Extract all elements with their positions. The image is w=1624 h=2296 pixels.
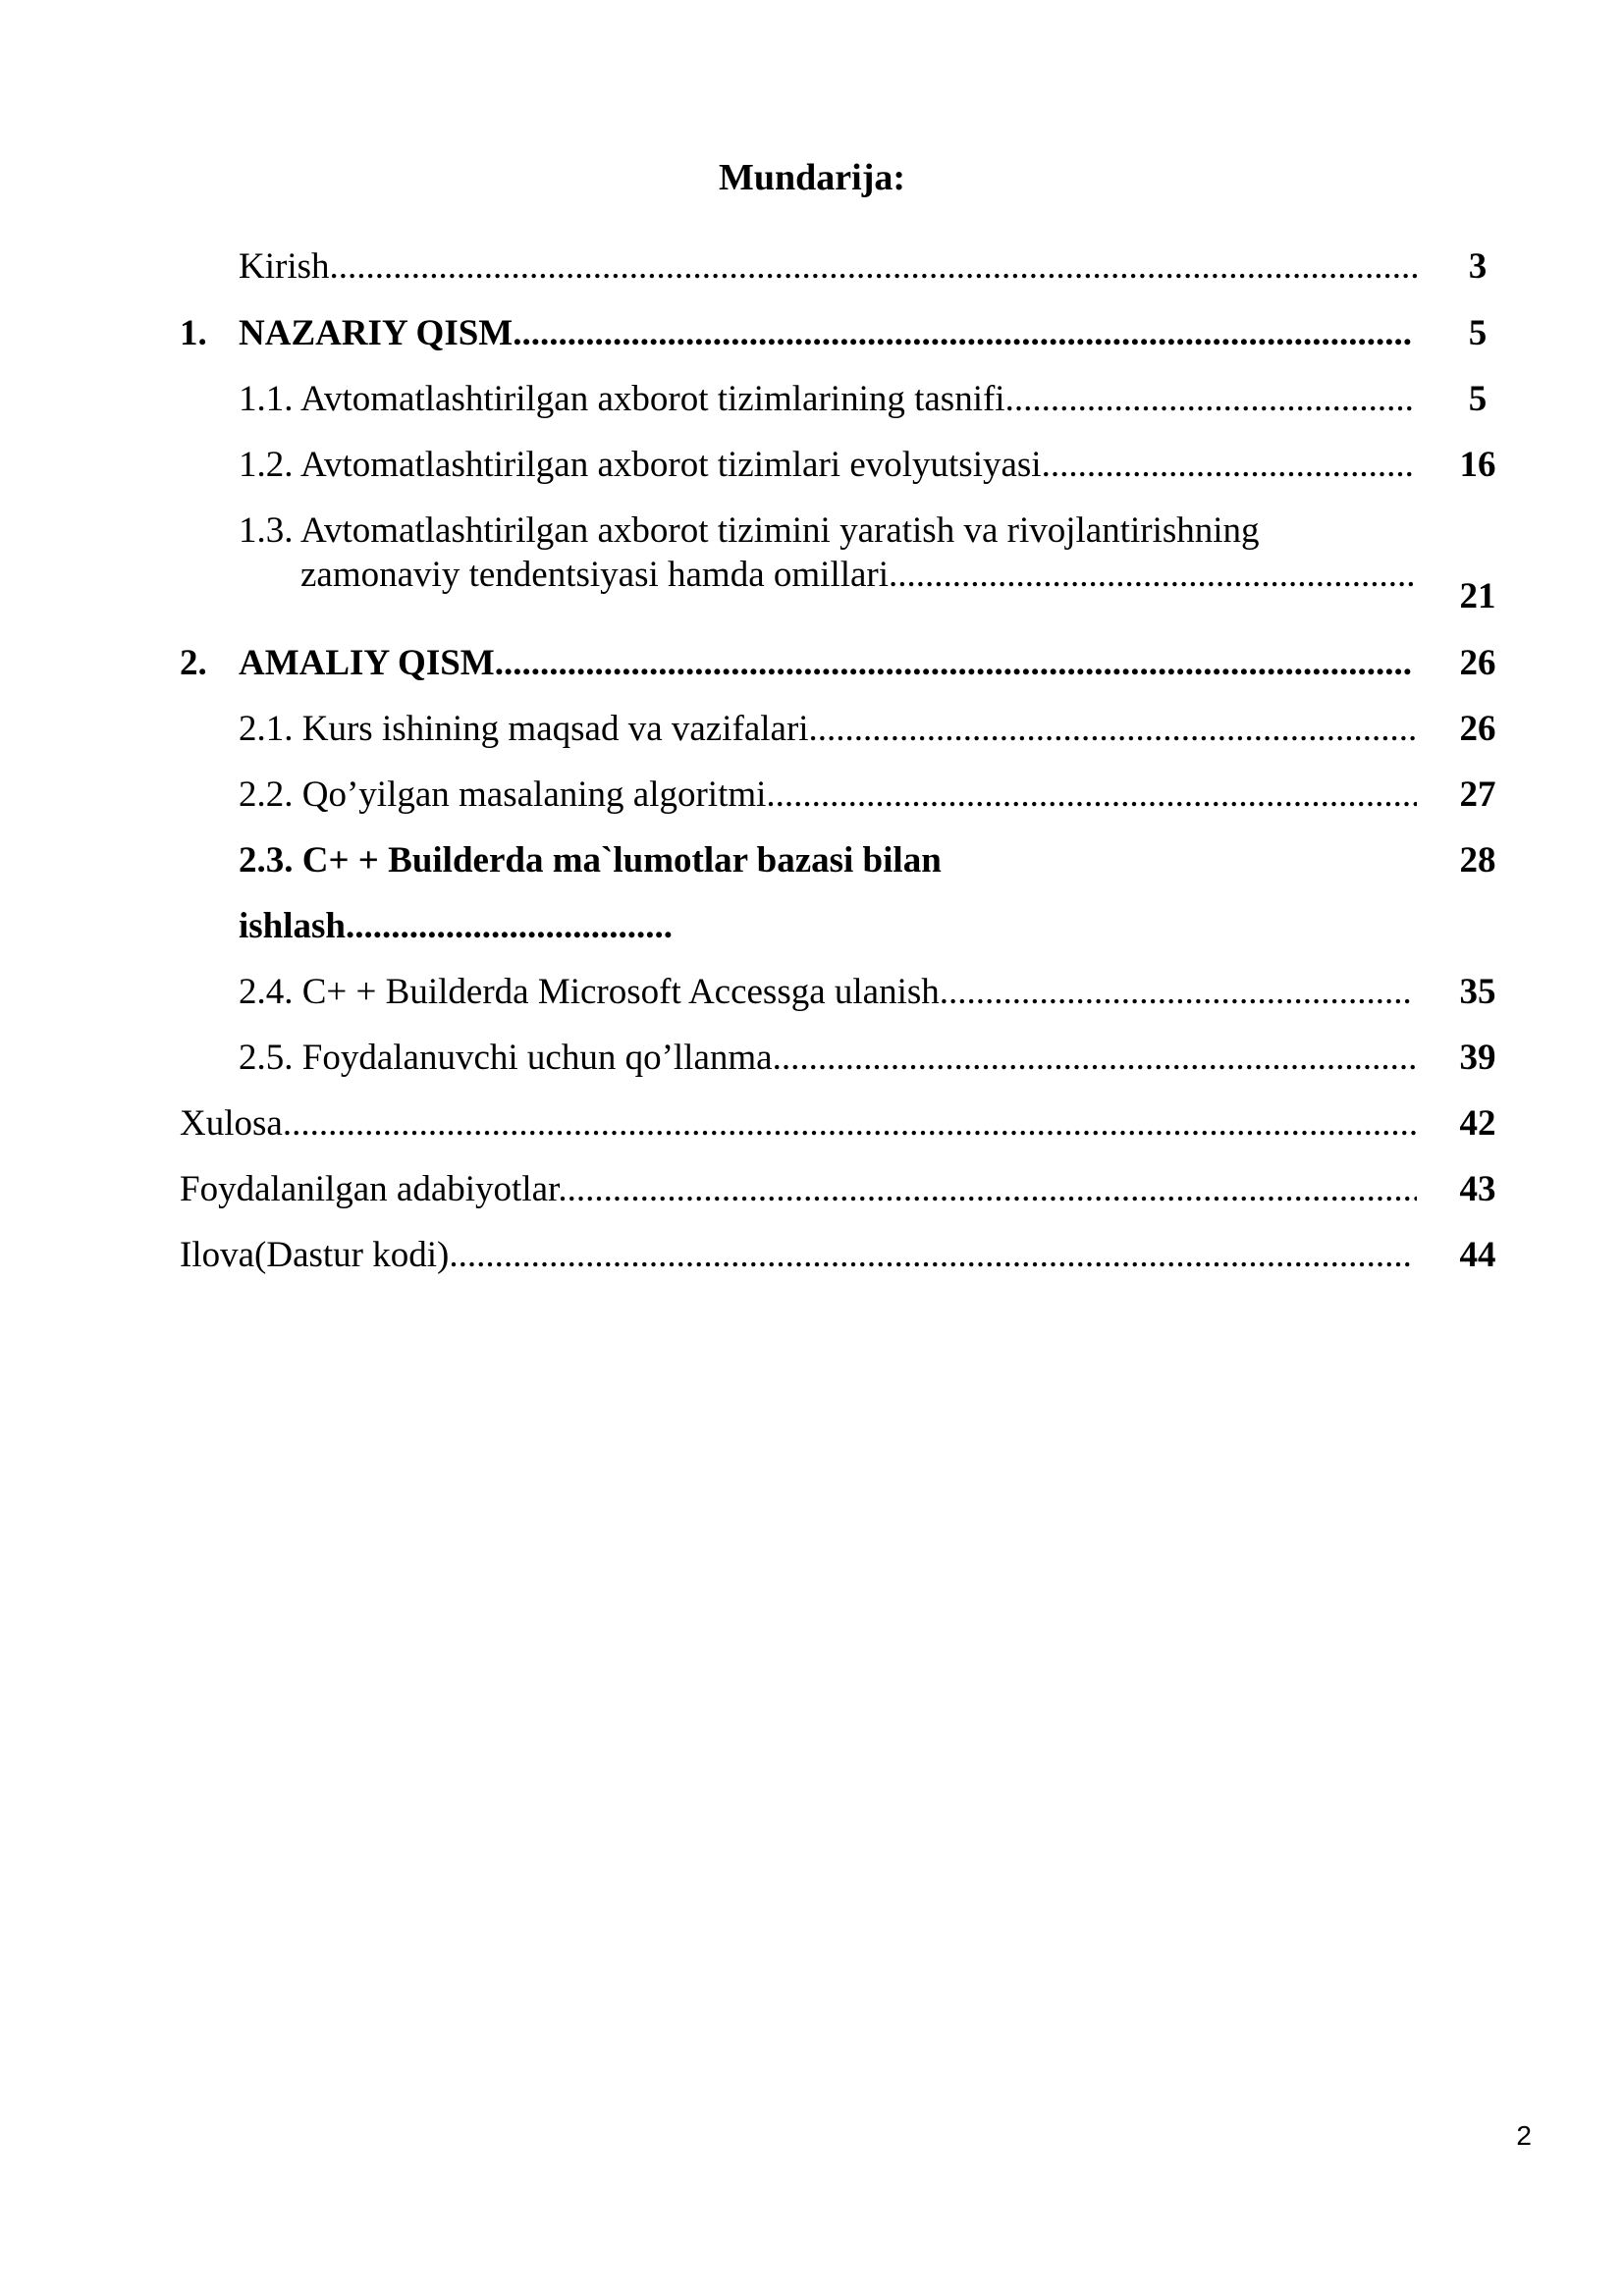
toc-entry-page: 16 [1459, 445, 1496, 485]
toc-entry-page: 28 [1459, 840, 1496, 881]
toc-entry-page: 26 [1459, 709, 1496, 749]
toc-entry-page: 44 [1459, 1235, 1496, 1275]
toc-entry-label-line1: Avtomatlashtirilgan axborot tizimini yaratish va rivojlantirishning [300, 510, 1260, 551]
toc-entry-page: 21 [1459, 576, 1496, 616]
toc-entry-label: 2.2. Qo’yilgan masalaning algoritmi ..... [239, 770, 1417, 821]
toc-entry-amaliy-qism [0, 638, 1624, 689]
toc-entry-2-3 [0, 835, 1624, 886]
toc-entry-label-line1: 2.3. C+ + Builderda ma`lumotlar bazasi bilan [239, 840, 942, 881]
toc-entry-number: 1.2. [239, 445, 294, 485]
toc-entry-number: 1. [180, 313, 207, 353]
toc-entry-label: Ilova(Dastur kodi) ..... [180, 1230, 1413, 1281]
toc-entry-page: 3 [1468, 246, 1488, 287]
toc-entry-label: 2.5. Foydalanuvchi uchun qo’llanma ..... [239, 1033, 1417, 1084]
toc-entry-kirish [0, 241, 1624, 293]
toc-entry-nazariy-qism [0, 308, 1624, 359]
toc-entry-1-1 [0, 374, 1624, 425]
toc-title: Mundarija: [719, 157, 905, 198]
toc-entry-label-line2: ishlash.................................... [239, 906, 674, 946]
toc-entry-2-3-continued [0, 901, 1624, 952]
toc-entry-page: 27 [1459, 774, 1496, 815]
toc-entry-page: 43 [1459, 1169, 1496, 1209]
toc-entry-2-4 [0, 967, 1624, 1018]
toc-entry-label: NAZARIY QISM ..... [239, 308, 1412, 359]
toc-entry-page: 35 [1459, 972, 1496, 1012]
toc-entry-label: Foydalanilgan adabiyotlar ..... [180, 1164, 1417, 1215]
toc-entry-label: Kirish ..... [239, 241, 1419, 293]
toc-entry-label: Xulosa ..... [180, 1098, 1419, 1149]
toc-entry-page: 42 [1459, 1103, 1496, 1144]
toc-entry-number: 1.3. [239, 510, 294, 551]
page-number: 2 [1516, 2120, 1532, 2151]
toc-entry-1-2 [0, 440, 1624, 491]
toc-entry-adabiyotlar [0, 1164, 1624, 1215]
toc-entry-label: Avtomatlashtirilgan axborot tizimlari evolyutsiyasi ..... [300, 440, 1412, 491]
toc-entry-label: AMALIY QISM ..... [239, 638, 1412, 689]
toc-entry-page: 5 [1468, 313, 1488, 353]
toc-entry-label-line2: zamonaviy tendentsiyasi hamda omillari ..... [300, 550, 1418, 601]
toc-entry-number: 1.1. [239, 379, 294, 419]
toc-entry-page: 39 [1459, 1038, 1496, 1078]
toc-entry-number: 2. [180, 643, 207, 683]
toc-entry-xulosa [0, 1098, 1624, 1149]
toc-entry-label: 2.1. Kurs ishining maqsad va vazifalari ..... [239, 704, 1417, 755]
toc-entry-page: 5 [1468, 379, 1488, 419]
toc-entry-ilova [0, 1230, 1624, 1281]
toc-entry-1-3-page-row [0, 571, 1624, 622]
toc-entry-label: 2.4. C+ + Builderda Microsoft Accessga ulanish ..... [239, 967, 1412, 1018]
toc-entry-2-5 [0, 1033, 1624, 1084]
toc-entry-label: Avtomatlashtirilgan axborot tizimlarining tasnifi ..... [300, 374, 1412, 425]
toc-entry-2-2 [0, 770, 1624, 821]
toc-entry-page: 26 [1459, 643, 1496, 683]
toc-entry-2-1 [0, 704, 1624, 755]
